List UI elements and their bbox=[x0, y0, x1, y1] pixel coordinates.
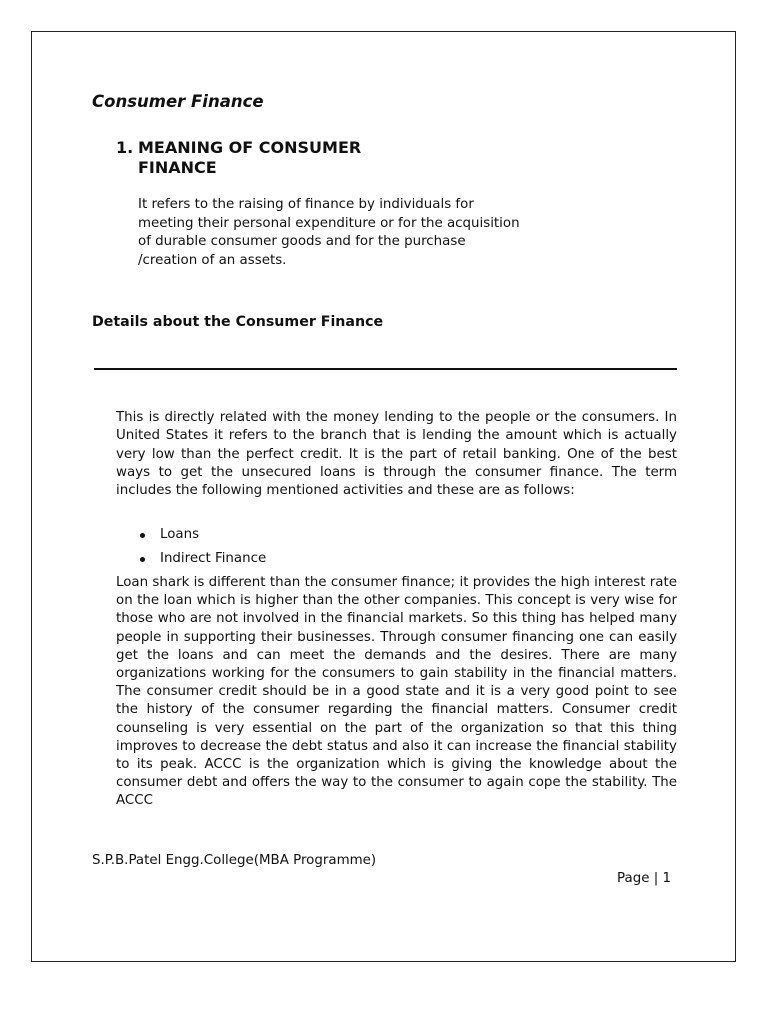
bullet-icon bbox=[140, 533, 145, 538]
activities-list bbox=[116, 526, 266, 574]
section-heading-text: MEANING OF CONSUMER FINANCE bbox=[138, 138, 362, 177]
footer-page-number: Page | 1 bbox=[617, 871, 671, 886]
list-item bbox=[116, 526, 266, 550]
body-paragraph-2: Loan shark is different than the consumer finance; it provides the high interest rate on the loan which is higher than the other companies. This concept is very wise for those who are not involved in the financial markets. So this thing has helped many people in supporting their businesses. Through consumer financing one can easily get the loans and can meet the demands and the desires. There are many organizations working for the consumers to gain stability in the financial matters. The consumer credit should be in a good state and it is a very good point to see the history of the consumer regarding the financial matters. Consumer credit counseling is very essential on the part of the organization so that this thing improves to decrease the debt status and also it can increase the financial stability to its peak. ACCC is the organization which is giving the knowledge about the consumer debt and offers the way to the consumer to again cope the stability. The ACCC bbox=[116, 575, 677, 809]
bullet-icon bbox=[140, 557, 145, 562]
document-page bbox=[31, 31, 736, 962]
footer-institution: S.P.B.Patel Engg.College(MBA Programme) bbox=[92, 853, 377, 868]
body-paragraph-1: This is directly related with the money lending to the people or the consumers. In United States it refers to the branch that is lending the amount which is actually very low than the perfect credit. It is the part of retail banking. One of the best ways to get the unsecured loans is through the consumer finance. The term includes the following mentioned activities and these are as follows: bbox=[116, 410, 677, 499]
horizontal-rule bbox=[94, 368, 677, 370]
document-title: Consumer Finance bbox=[92, 92, 264, 111]
list-item-label: Indirect Finance bbox=[160, 551, 267, 566]
list-item bbox=[116, 550, 266, 574]
list-item-label: Loans bbox=[160, 527, 200, 542]
definition-paragraph: It refers to the raising of finance by individuals for meeting their personal expenditure or for the acquisition of durable consumer goods and for the purchase /creation of an assets. bbox=[138, 197, 520, 268]
section-heading bbox=[116, 138, 416, 178]
section-number: 1. bbox=[116, 138, 134, 157]
details-subheading: Details about the Consumer Finance bbox=[92, 314, 384, 330]
